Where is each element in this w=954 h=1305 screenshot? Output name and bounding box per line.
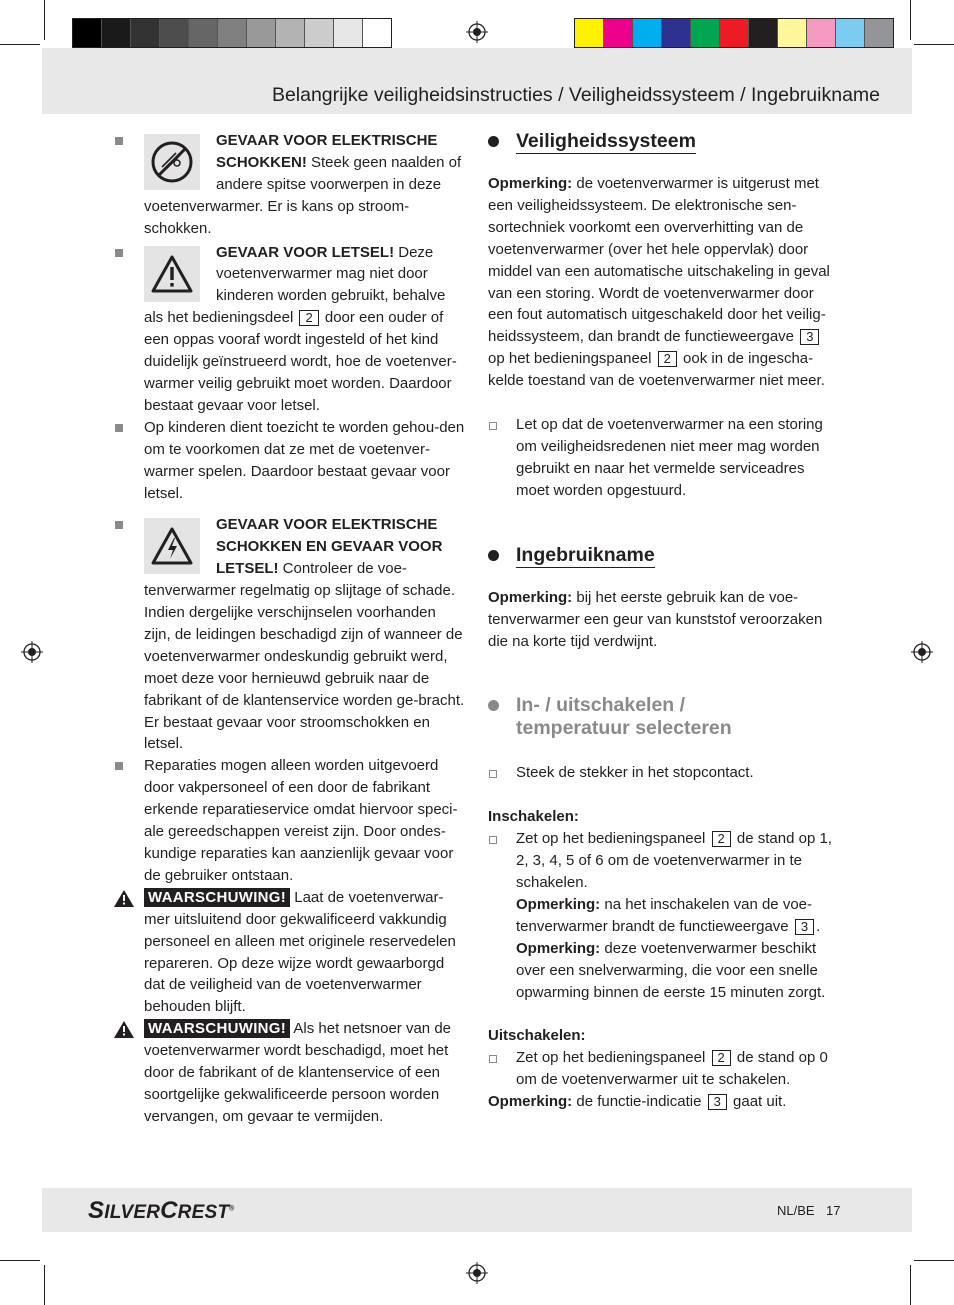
note-label: Opmerking: <box>488 1093 573 1111</box>
section-title: In- / uitschakelen / <box>516 694 686 717</box>
note-text: gaat uit. <box>728 1093 787 1111</box>
registration-mark-icon <box>466 1262 488 1284</box>
color-swatch <box>836 19 865 47</box>
no-needles-icon <box>144 134 200 190</box>
note-text: ook in de ingescha-kelde toestand van de voetenverwarmer niet meer. <box>488 350 825 390</box>
section-title: Ingebruikname <box>516 543 655 566</box>
color-swatch <box>778 19 807 47</box>
item-text: Steek de stekker in het stopcontact. <box>516 764 754 782</box>
bullet-square-icon <box>115 137 123 145</box>
color-swatch <box>218 19 247 47</box>
part-number-badge: 3 <box>795 919 814 935</box>
color-swatch <box>160 19 189 47</box>
color-swatch <box>575 19 604 47</box>
warning-text: Als het netsnoer van de voetenverwarmer wordt beschadigd, moet het door de fabrikant of de klantenservice of een soortgelijke gekwalificeerde persoon worden vervangen, om gevaar te vermijden. <box>144 1020 452 1125</box>
item-text: de stand op 1, 2, 3, 4, 5 of 6 om de voetenverwarmer in te schakelen. <box>516 830 832 892</box>
part-number-badge: 3 <box>708 1094 727 1110</box>
part-number-badge: 2 <box>299 310 318 326</box>
note-text: bij het eerste gebruik kan de voe-tenverwarmer een geur van kunststof veroorzaken die na korte tijd verdwijnt. <box>488 588 823 650</box>
subheading-switch-off: Uitschakelen: <box>488 1027 586 1045</box>
page-number: 17 <box>826 1203 841 1218</box>
color-swatch <box>807 19 836 47</box>
color-swatch <box>247 19 276 47</box>
note-text: de functie-indicatie <box>572 1093 702 1111</box>
warning-triangle-icon <box>114 890 134 907</box>
color-swatch <box>865 19 893 47</box>
left-column <box>114 130 466 1128</box>
crop-mark <box>910 0 911 40</box>
checkbox-square-icon <box>489 836 497 844</box>
color-swatch <box>189 19 218 47</box>
section-bullet-icon <box>488 550 499 561</box>
crop-mark <box>0 44 40 45</box>
checkbox-square-icon <box>489 1055 497 1063</box>
part-number-badge: 2 <box>712 1050 731 1066</box>
bullet-square-icon <box>115 249 123 257</box>
item-text: Reparaties mogen alleen worden uitgevoerd door vakpersoneel of een door de fabrikant erkende reparatieservice omdat hiervoor speci-ale gereedschappen vereist zijn. Door ondes-kundige reparaties kan aanzienlijk gevaar voor de gebruiker ontstaan. <box>144 757 458 884</box>
list-item <box>114 514 466 755</box>
checklist-item <box>488 414 840 502</box>
item-text: Deze voetenverwarmer mag niet door kinderen worden gebruikt, behalve als het bedieningsdeel <box>144 243 446 327</box>
crop-mark <box>0 1260 40 1261</box>
warning-text: Laat de voetenverwar-mer uitsluitend door gekwalificeerd vakkundig personeel en alleen met originele reservedelen repareren. Op deze wijze wordt gewaarborgd dat de veiligheid van de voetenverwarmer behouden blijft. <box>144 888 456 1016</box>
color-swatch <box>73 19 102 47</box>
color-swatch <box>720 19 749 47</box>
warning-note <box>114 1018 466 1128</box>
item-text: Let op dat de voetenverwarmer na een storing om veiligheidsredenen niet meer mag worden gebruikt en naar het vermelde serviceadres moet worden opgestuurd. <box>516 416 823 499</box>
section-title: temperatuur selecteren <box>516 717 732 740</box>
note-paragraph <box>488 587 840 653</box>
part-number-badge: 2 <box>658 351 677 367</box>
note-paragraph <box>488 1091 840 1113</box>
bullet-square-icon <box>115 521 123 529</box>
silvercrest-logo: SILVERCREST® <box>88 1197 235 1224</box>
item-text: de stand op 0 om de voetenverwarmer uit te schakelen. <box>516 1049 828 1089</box>
section-heading-first-use <box>488 544 840 567</box>
checkbox-square-icon <box>489 770 497 778</box>
crop-mark <box>44 1265 45 1305</box>
item-text: Zet op het bedieningspaneel <box>516 830 706 848</box>
item-text: Zet op het bedieningspaneel <box>516 1049 706 1067</box>
crop-mark <box>910 1265 911 1305</box>
warning-note <box>114 887 466 1018</box>
color-swatch <box>749 19 778 47</box>
color-swatch <box>633 19 662 47</box>
color-swatch <box>334 19 363 47</box>
note-text: . <box>816 917 821 935</box>
color-swatch <box>276 19 305 47</box>
note-text: de voetenverwarmer is uitgerust met een veiligheidssysteem. De elektronische sen-sortechniek voorkomt een oververhitting van de voetenverwarmer (over het hele oppervlak) door middel van een automatische uitschakeling in geval van een storing. Wordt de voetenverwarmer door een fout automatisch uitgeschakeld door het veilig-heidssysteem, dan brandt de functieweergave <box>488 175 830 346</box>
footer-locale: NL/BE <box>777 1203 815 1218</box>
section-heading-switching <box>488 694 840 740</box>
part-number-badge: 3 <box>800 329 819 345</box>
section-title: Veiligheidssysteem <box>516 130 696 152</box>
note-text: na het inschakelen van de voe-tenverwarmer brandt de functieweergave <box>516 895 812 935</box>
warning-triangle-icon <box>114 1021 134 1038</box>
list-item <box>114 242 466 417</box>
color-swatch <box>102 19 131 47</box>
page-title: Belangrijke veiligheidsinstructies / Veiligheidssysteem / Ingebruikname <box>271 84 880 106</box>
color-swatch <box>131 19 160 47</box>
item-text: Controleer de voe-tenverwarmer regelmatig op slijtage of schade. Indien dergelijke verschijnselen voorhanden zijn, de leidingen beschadigd zijn of wanneer de voetenverwarmer ondeskundig gebruikt werd, moet deze voor hernieuwd gebruik naar de fabrikant of de klantenservice worden ge-bracht. Er bestaat gevaar voor stroomschokken en letsel. <box>144 560 465 753</box>
grayscale-bar <box>72 18 392 48</box>
crop-mark <box>44 0 45 40</box>
warning-heading: GEVAAR VOOR ELEKTRISCHE SCHOKKEN! <box>216 132 438 171</box>
crop-mark <box>914 1260 954 1261</box>
checklist-item <box>488 1047 840 1091</box>
note-label: Opmerking: <box>488 588 573 606</box>
list-item <box>114 755 466 886</box>
part-number-badge: 2 <box>712 831 731 847</box>
item-text: Op kinderen dient toezicht te worden gehou-den om te voorkomen dat ze met de voetenver-warmer spelen. Daardoor bestaat gevaar voor letsel. <box>144 418 465 502</box>
color-swatch <box>691 19 720 47</box>
registration-mark-icon <box>911 641 933 663</box>
item-text: Steek geen naalden of andere spitse voorwerpen in deze voetenverwarmer. Er is kans op stroom-schokken. <box>144 153 462 237</box>
subheading-switch-on: Inschakelen: <box>488 808 579 826</box>
warning-heading: GEVAAR VOOR ELEKTRISCHE SCHOKKEN EN GEVAAR VOOR LETSEL! <box>216 516 443 578</box>
bullet-square-icon <box>115 424 123 432</box>
right-column <box>488 130 840 1113</box>
note-paragraph <box>488 173 840 392</box>
note-text: op het bedieningspaneel <box>488 350 652 368</box>
registration-mark-icon <box>21 641 43 663</box>
section-heading-safety-system <box>488 130 840 153</box>
section-bullet-icon <box>488 136 499 147</box>
checklist-item <box>488 828 840 1003</box>
warning-badge: WAARSCHUWING! <box>144 888 290 907</box>
color-swatch <box>363 19 391 47</box>
color-swatch <box>604 19 633 47</box>
color-swatch <box>662 19 691 47</box>
crop-mark <box>914 44 954 45</box>
list-item <box>114 417 466 505</box>
section-bullet-icon <box>488 700 499 711</box>
list-item <box>114 130 466 240</box>
note-label: Opmerking: <box>516 939 601 957</box>
note-text: deze voetenverwarmer beschikt over een snelverwarming, die voor een snelle opwarming binnen de eerste 15 minuten zorgt. <box>516 939 826 1001</box>
electric-shock-warning-icon <box>144 518 200 574</box>
color-bar <box>574 18 894 48</box>
registration-mark-icon <box>466 21 488 43</box>
warning-heading: GEVAAR VOOR LETSEL! <box>216 243 395 261</box>
bullet-square-icon <box>115 762 123 770</box>
checklist-item <box>488 762 840 784</box>
color-swatch <box>305 19 334 47</box>
item-text: door een ouder of een oppas vooraf wordt ingesteld of het kind duidelijk geïnstrueerd wordt, hoe de voetenver-warmer veilig gebruikt moet worden. Daardoor bestaat gevaar voor letsel. <box>144 309 457 414</box>
checkbox-square-icon <box>489 422 497 430</box>
warning-badge: WAARSCHUWING! <box>144 1019 290 1038</box>
exclamation-warning-icon <box>144 246 200 302</box>
note-label: Opmerking: <box>488 175 573 192</box>
note-label: Opmerking: <box>516 895 601 913</box>
